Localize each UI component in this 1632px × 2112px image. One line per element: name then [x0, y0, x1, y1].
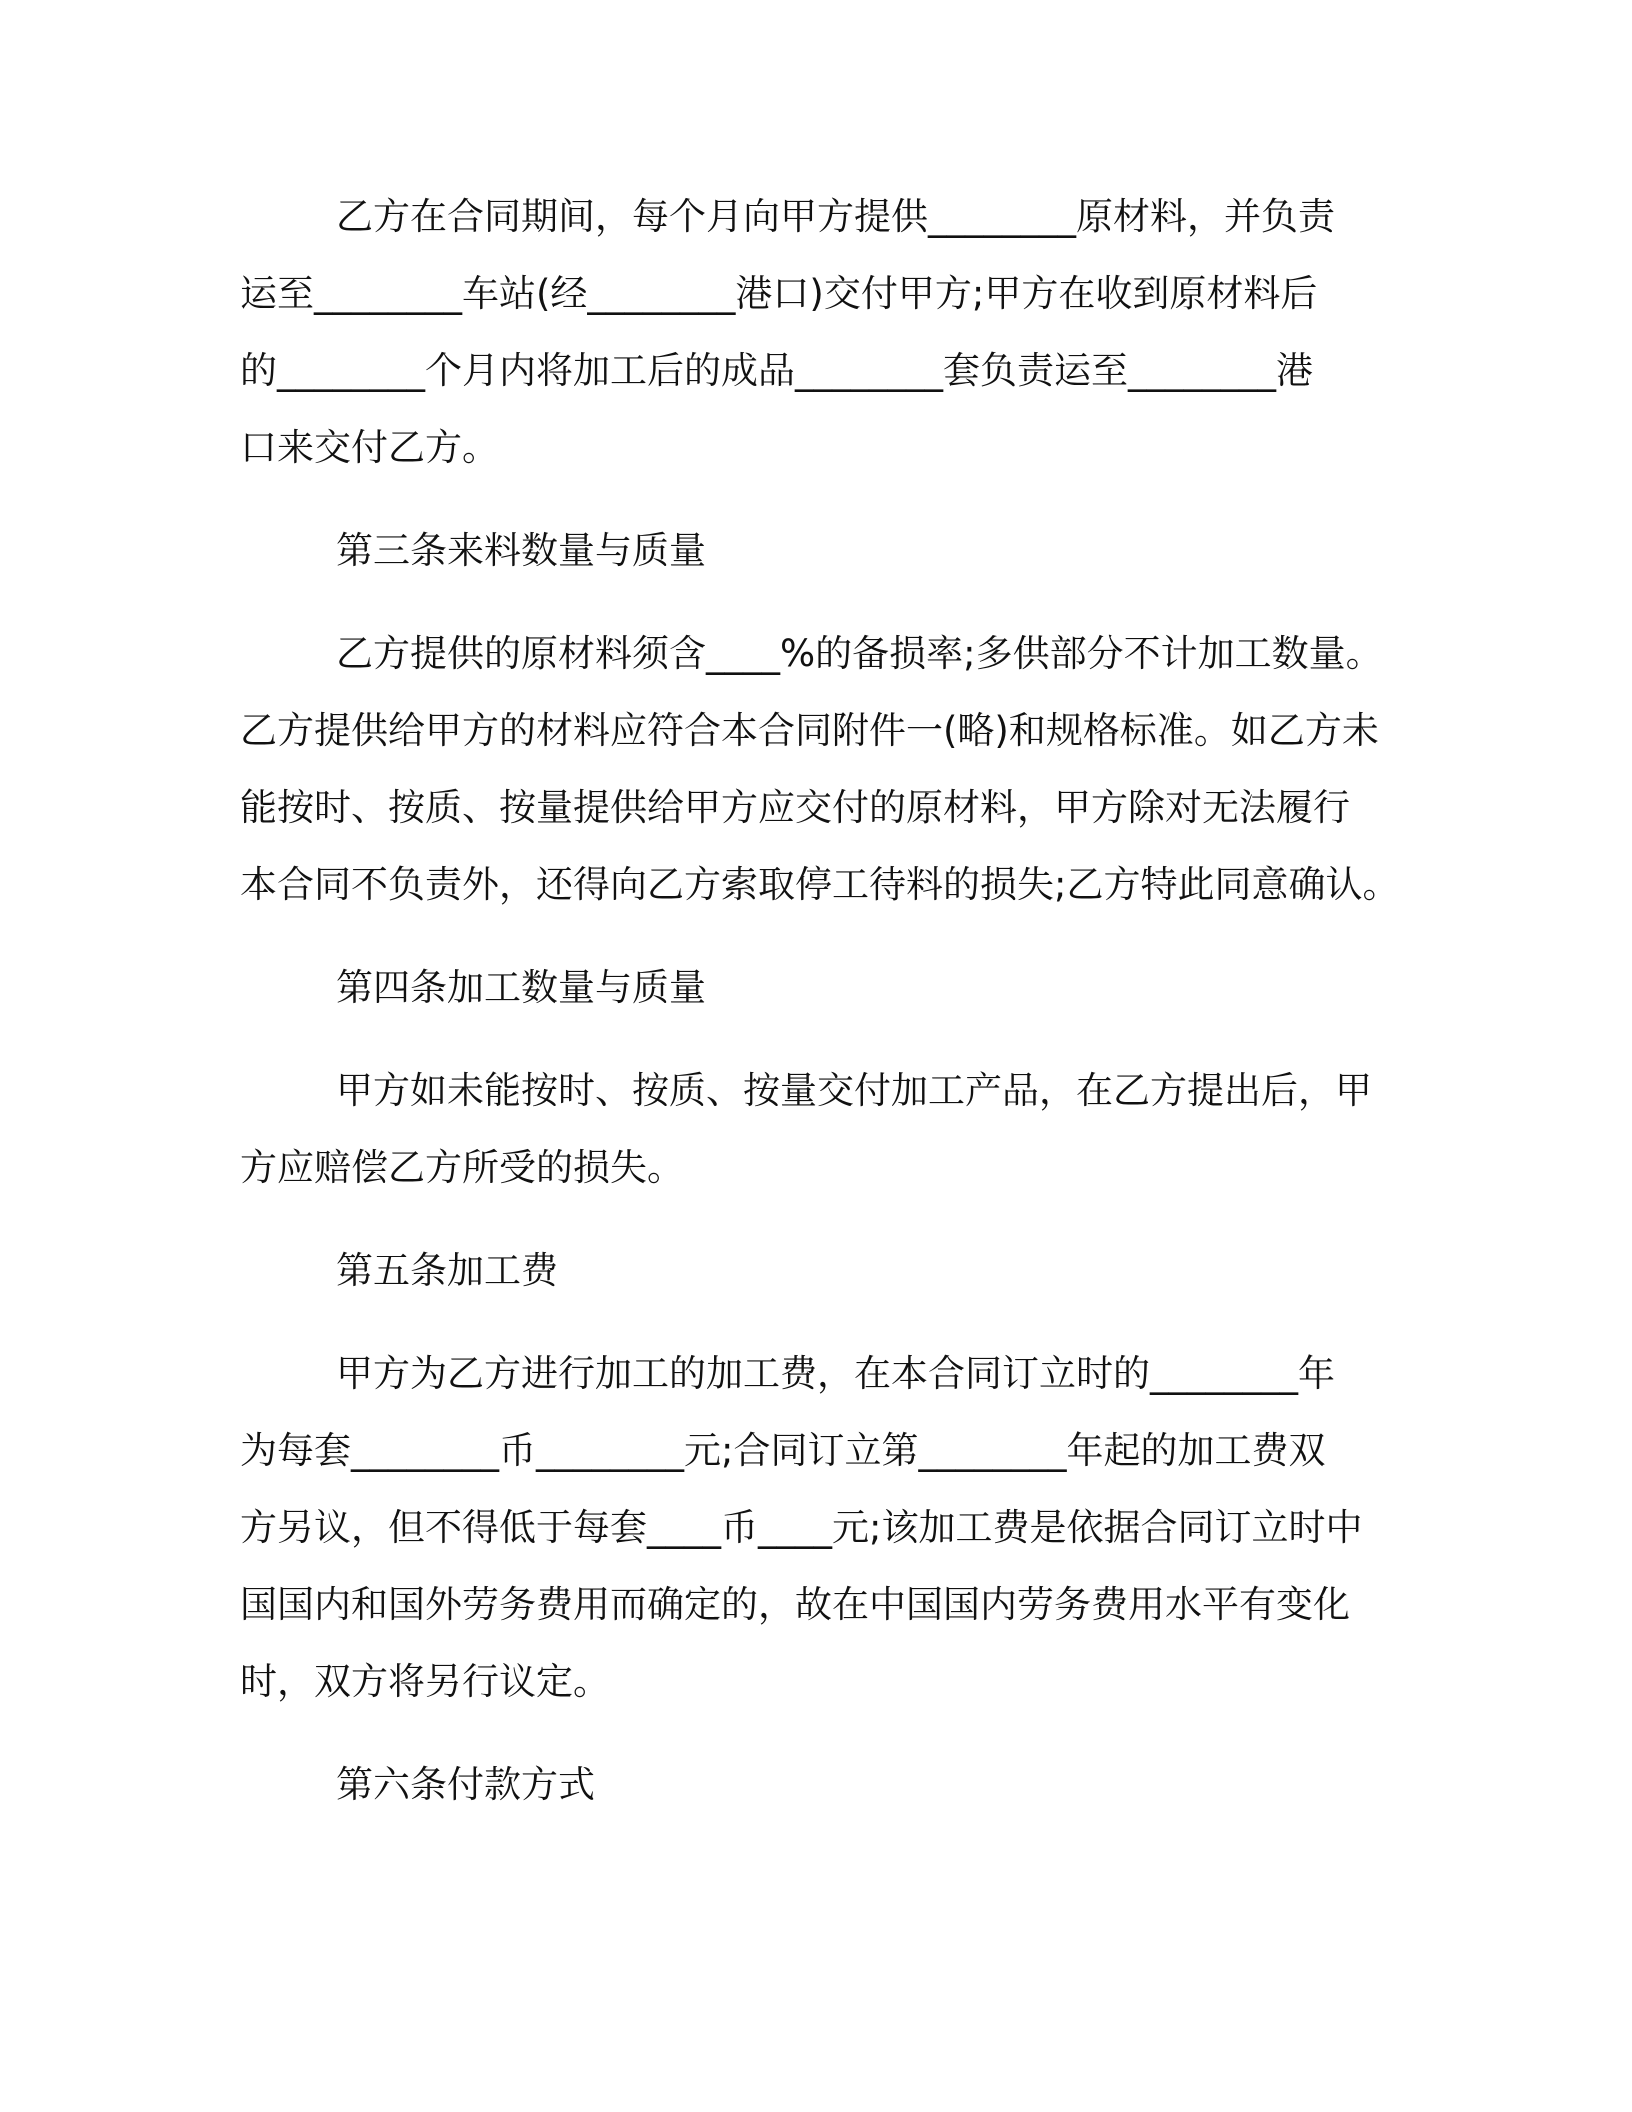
text-line: 甲方为乙方进行加工的加工费，在本合同订立时的________年	[336, 1352, 1335, 1395]
section-heading-article-3: 第三条来料数量与质量	[336, 529, 706, 572]
paragraph-processing-quality	[240, 1052, 1390, 1206]
text-line: 方应赔偿乙方所受的损失。	[240, 1146, 684, 1189]
text-line: 运至________车站(经________港口)交付甲方;甲方在收到原材料后	[240, 272, 1318, 315]
text-line: 能按时、按质、按量提供给甲方应交付的原材料，甲方除对无法履行	[240, 786, 1350, 829]
text-line: 乙方提供的原材料须含____%的备损率;多供部分不计加工数量。	[336, 632, 1383, 675]
section-heading-article-4: 第四条加工数量与质量	[336, 966, 706, 1009]
section-heading-article-6: 第六条付款方式	[336, 1763, 595, 1806]
text-line: 乙方在合同期间，每个月向甲方提供________原材料，并负责	[336, 195, 1335, 238]
text-line: 口来交付乙方。	[240, 426, 499, 469]
document-body	[240, 178, 1400, 1849]
text-line: 的________个月内将加工后的成品________套负责运至________港	[240, 349, 1313, 392]
paragraph-material-quantity	[240, 615, 1400, 923]
text-line: 方另议，但不得低于每套____币____元;该加工费是依据合同订立时中	[240, 1506, 1363, 1549]
text-line: 甲方如未能按时、按质、按量交付加工产品，在乙方提出后，甲	[336, 1069, 1372, 1112]
text-line: 国国内和国外劳务费用而确定的，故在中国国内劳务费用水平有变化	[240, 1583, 1350, 1626]
text-line: 时，双方将另行议定。	[240, 1660, 610, 1703]
text-line: 为每套________币________元;合同订立第________年起的加工费双	[240, 1429, 1326, 1472]
paragraph-processing-fee	[240, 1335, 1390, 1720]
text-line: 本合同不负责外，还得向乙方索取停工待料的损失;乙方特此同意确认。	[240, 863, 1400, 906]
text-line: 乙方提供给甲方的材料应符合本合同附件一(略)和规格标准。如乙方未	[240, 709, 1379, 752]
paragraph-delivery-terms	[240, 178, 1390, 486]
section-heading-article-5: 第五条加工费	[336, 1249, 558, 1292]
